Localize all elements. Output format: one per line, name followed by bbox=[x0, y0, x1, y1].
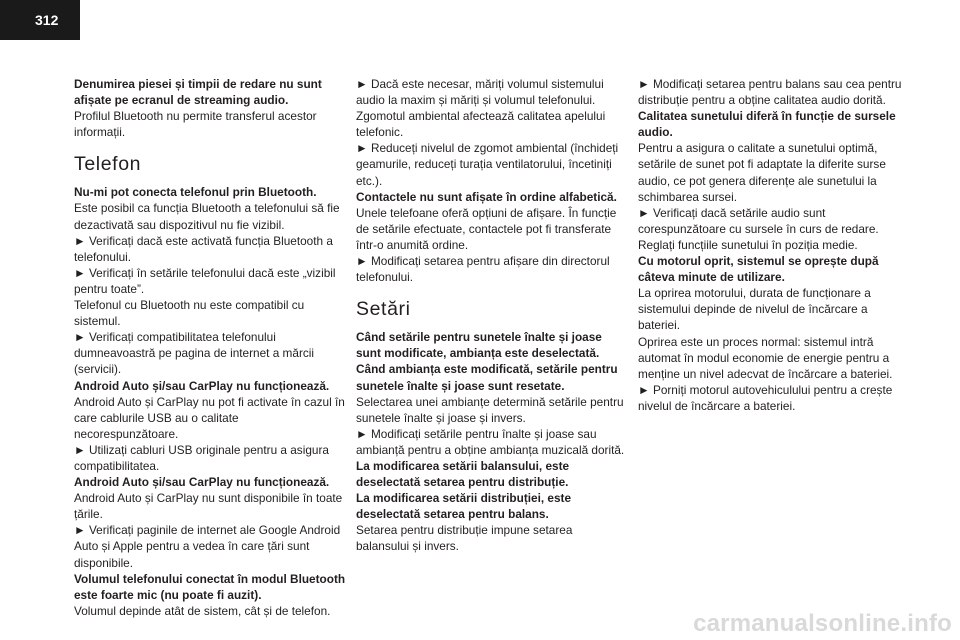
question-heading: Când setările pentru sunetele înalte și joase sunt modificate, ambianța este deselectată. bbox=[356, 330, 602, 361]
question-heading: Când ambianța este modificată, setările pentru sunetele înalte și joase sunt resetate. bbox=[356, 362, 618, 393]
body-paragraph: ► Utilizați cabluri USB originale pentru a asigura compatibilitatea. bbox=[74, 442, 329, 473]
section-heading: Telefon bbox=[74, 153, 142, 176]
body-paragraph: Android Auto și CarPlay nu pot fi activate în cazul în care cablurile USB au o calitate necorespunzătoare. bbox=[74, 394, 345, 441]
body-paragraph: La oprirea motorului, durata de funcționare a sistemului depinde de nivelul de încărcare a bateriei. bbox=[638, 286, 871, 333]
text-column-2 bbox=[356, 76, 628, 555]
body-paragraph: Android Auto și CarPlay nu sunt disponibile în toate țările. bbox=[74, 491, 343, 522]
question-heading: La modificarea setării balansului, este deselectată setarea pentru distribuție. bbox=[356, 458, 570, 490]
body-paragraph: ► Modificați setările pentru înalte și joase sau ambianță pentru a obține ambianța muzicală dorită. bbox=[356, 426, 625, 457]
body-paragraph: Telefonul cu Bluetooth nu este compatibil cu sistemul. bbox=[74, 298, 305, 329]
body-paragraph: ► Verificați compatibilitatea telefonului dumneavoastră pe pagina de internet a mărcii (servicii). bbox=[74, 330, 315, 377]
body-paragraph: ► Porniți motorul autovehiculului pentru a crește nivelul de încărcare a bateriei. bbox=[638, 382, 893, 413]
body-paragraph: Selectarea unei ambianțe determină setările pentru sunetele înalte și joase și invers. bbox=[356, 394, 624, 425]
question-heading: Android Auto și/sau CarPlay nu funcționează. bbox=[74, 475, 330, 490]
body-paragraph: ► Verificați în setările telefonului dacă este „vizibil pentru toate”. bbox=[74, 265, 336, 296]
body-paragraph: ► Dacă este necesar, măriți volumul sistemului audio la maxim și măriți și volumul telefonului. bbox=[356, 77, 604, 108]
question-heading: La modificarea setării distribuției, este deselectată setarea pentru balans. bbox=[356, 491, 572, 522]
question-heading: Denumirea piesei și timpii de redare nu sunt afișate pe ecranul de streaming audio. bbox=[74, 77, 322, 108]
body-paragraph: ► Modificați setarea pentru afișare din directorul telefonului. bbox=[356, 254, 610, 285]
body-paragraph: ► Verificați dacă setările audio sunt corespunzătoare cu sursele în curs de redare. Reglați funcțiile sunetului în poziția medie. bbox=[638, 205, 879, 252]
body-paragraph: Pentru a asigura o calitate a sunetului optimă, setările de sunet pot fi adaptate la diferite surse audio, ce pot genera diferențe ale sunetului la schimbarea sursei. bbox=[638, 141, 886, 204]
question-heading: Cu motorul oprit, sistemul se oprește după câteva minute de utilizare. bbox=[638, 254, 879, 285]
body-paragraph: ► Reduceți nivelul de zgomot ambiental (închideți geamurile, reduceți turația ventilatorului, încetiniți etc.). bbox=[356, 141, 619, 188]
section-heading: Setări bbox=[356, 298, 411, 321]
question-heading: Volumul telefonului conectat în modul Bluetooth este foarte mic (nu poate fi auzit). bbox=[74, 571, 346, 602]
question-heading: Calitatea sunetului diferă în funcție de sursele audio. bbox=[638, 109, 896, 140]
page-number: 312 bbox=[0, 0, 80, 40]
body-paragraph: Unele telefoane oferă opțiuni de afișare. În funcție de setările efectuate, contactele pot fi transferate într-o anumită ordine. bbox=[356, 205, 617, 252]
question-heading: Android Auto și/sau CarPlay nu funcționează. bbox=[74, 378, 330, 393]
body-paragraph: Oprirea este un proces normal: sistemul intră automat în modul economie de energie pentru a menține un nivel adecvat de încărcare a bateriei. bbox=[638, 334, 893, 381]
body-paragraph: Volumul depinde atât de sistem, cât și de telefon. bbox=[74, 603, 331, 618]
question-heading: Contactele nu sunt afișate în ordine alfabetică. bbox=[356, 189, 617, 204]
body-paragraph: Setarea pentru distribuție impune setarea balansului și invers. bbox=[356, 523, 573, 554]
body-paragraph: ► Verificați paginile de internet ale Google Android Auto și Apple pentru a vedea în care țări sunt disponibile. bbox=[74, 523, 341, 570]
body-paragraph: Zgomotul ambiental afectează calitatea apelului telefonic. bbox=[356, 109, 606, 140]
text-column-1 bbox=[74, 76, 346, 619]
body-paragraph: ► Modificați setarea pentru balans sau cea pentru distribuție pentru a obține calitatea audio dorită. bbox=[638, 77, 902, 108]
body-paragraph: ► Verificați dacă este activată funcția Bluetooth a telefonului. bbox=[74, 233, 333, 264]
text-column-3 bbox=[638, 76, 910, 414]
watermark-logo: carmanualsonline.info bbox=[693, 610, 952, 637]
body-paragraph: Este posibil ca funcția Bluetooth a telefonului să fie dezactivată sau dispozitivul nu fie vizibil. bbox=[74, 201, 340, 232]
body-paragraph: Profilul Bluetooth nu permite transferul acestor informații. bbox=[74, 109, 317, 140]
question-heading: Nu-mi pot conecta telefonul prin Bluetooth. bbox=[74, 185, 317, 200]
